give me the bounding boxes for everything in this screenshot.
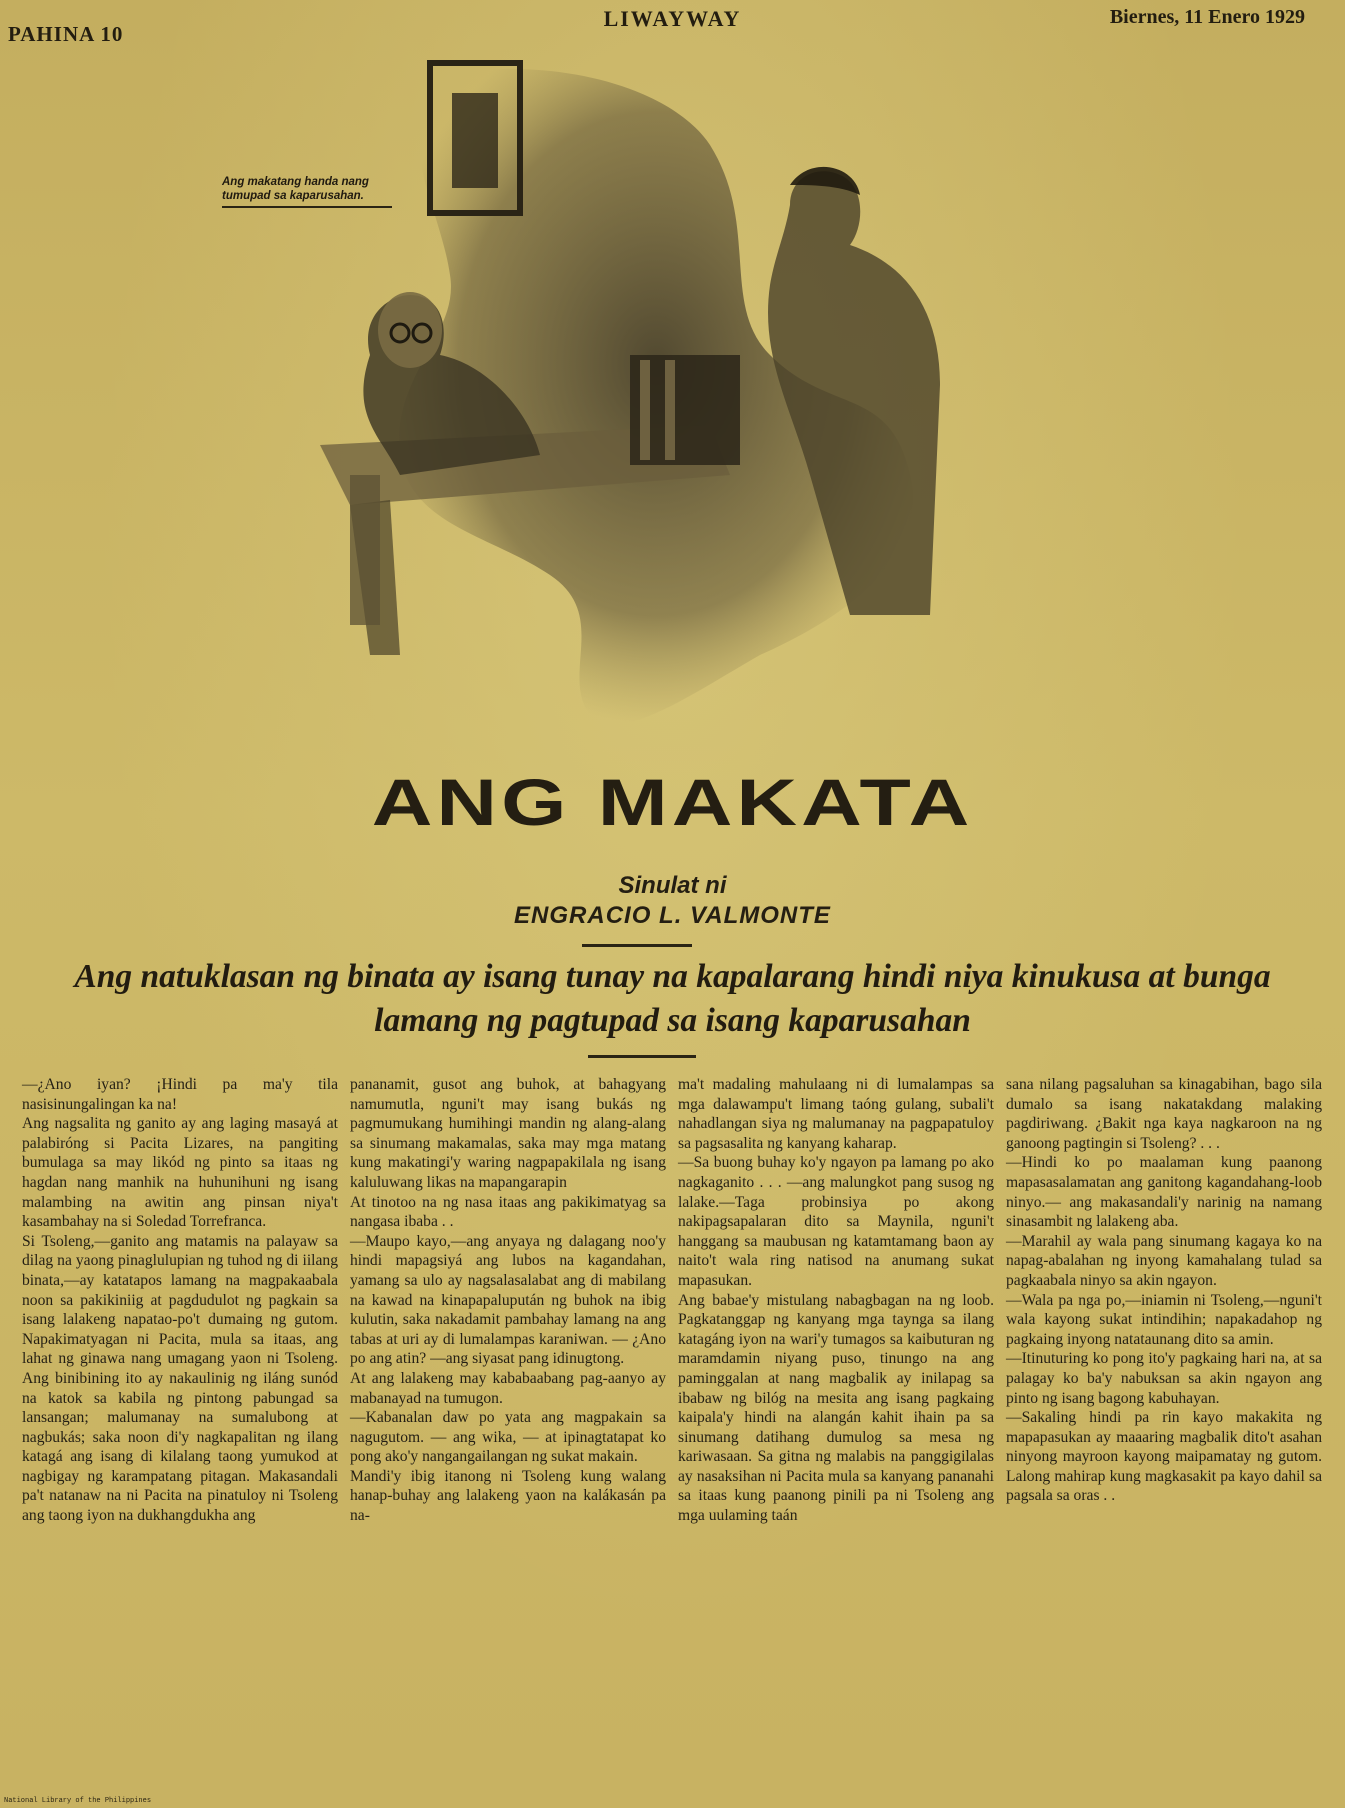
divider xyxy=(588,1055,696,1058)
paragraph: At tinotoo na ng nasa itaas ang pakikimatyag sa nangasa ibaba . . xyxy=(350,1193,666,1231)
paragraph: —Sa buong buhay ko'y ngayon pa lamang po ako nagkaganito . . . —ang malungkot pang susog ng lalake.—Taga probinsiya po akong nakipagsapalaran dito sa Maynila, nguni't hanggang sa maubusan ng katamtamang baon ay naito't wala ring natisod na anumang sukat mapasukan. xyxy=(678,1154,994,1289)
paragraph: Si Tsoleng,—ganito ang matamis na palayaw sa dilag na yaong pinaglulupian ng tuhod ng di iilang binata,—ay katatapos lamang na magpakaabala noon sa pakikiniig at pagdudulot ng pagkain sa isang lalakeng napatao-po't dumaing ng gutom. Napakimatyagan ni Pacita, mula sa itaas, ang lahat ng ginawa nang umagang yaon ni Tsoleng. Ang binibining ito ay nakaulinig ng iláng sunód na katok sa kabila ng pintong pabungad sa lansangan; malumanay na sumalubong at nagbukás; saka noon di'y nagkapalitan ng ilang katagá ang isang di kilalang taong yumukod at nagbigay ng karampatang pitagan. Makasandali pa't natanaw na ni Pacita na pinatuloy ni Tsoleng ang taong iyon na dukhangdukha ang xyxy=(22,1232,338,1525)
publication-name: LIWAYWAY xyxy=(603,6,742,31)
paragraph: —Maupo kayo,—ang anyaya ng dalagang noo'y hindi mapagsiyá ang lubos na kagandahan, yamang sa ulo ay nagsalasalabat ang di mabilang na kawad na kinapapalupután ng buhok na ibig kulutin, saka nakadamit pambahay lamang na ang tabas at uri ay di lumalampas karaniwan. — ¿Ano po ang atin? —ang siyasat pang idinugtong. xyxy=(350,1232,666,1368)
text-column-2 xyxy=(350,1075,666,1755)
article-deck: Ang natuklasan ng binata ay isang tunay na kapalarang hindi niya kinukusa at bunga lamang ng pagtupad sa isang kaparusahan xyxy=(74,958,1271,1039)
paragraph: sana nilang pagsaluhan sa kinagabihan, bago sila dumalo sa isang nakatakdang malaking pagdiriwang. ¿Bakit nga kaya nagkaroon na ng ganoong pagtingin si Tsoleng? . . . xyxy=(1006,1076,1322,1152)
bottle xyxy=(350,475,380,625)
paragraph: —Sakaling hindi pa rin kayo makakita ng mapapasukan ay maaaring magbalik dito't asahan ninyong mayroon kayong maipamatay ng gutom. Lalong mahirap kung magkasakit pa kayo dahil sa pagsala sa oras . . xyxy=(1006,1409,1322,1505)
illustration-drawing xyxy=(290,55,1050,755)
paragraph: pananamit, gusot ang buhok, at bahagyang namumutla, nguni't may isang bukás ng pagmumukang humihingi mandin ng alang-alang sa sinumang makamalas, saka may mga matang kung makatingi'y waring nagpapakilala ng isang kaluluwang likas na mapangarapin xyxy=(350,1076,666,1191)
page-number: PAHINA 10 xyxy=(8,22,124,46)
text-column-3 xyxy=(678,1075,994,1755)
text-column-4 xyxy=(1006,1075,1322,1755)
article-body xyxy=(22,1075,1322,1755)
paragraph: —¿Ano iyan? ¡Hindi pa ma'y tila nasisinungalingan ka na! xyxy=(22,1076,338,1113)
paragraph: Ang nagsalita ng ganito ay ang laging masayá at palabiróng si Pacita Lizares, na pangiting bumulaga sa may likód ng pinto sa itaas ng hagdan nang manhik na huhunihuni ng isang malambing na awitin ang pinsan niya't kasambahay na si Soledad Torrefranca. xyxy=(22,1115,338,1231)
article-title: ANG MAKATA xyxy=(371,765,974,840)
paragraph: —Hindi ko po maalaman kung paanong mapasasalamatan ang ganitong kagandahang-loob ninyo.— ang makasandali'y narinig na namang sinasambit ng lalakeng aba. xyxy=(1006,1154,1322,1231)
story-illustration xyxy=(290,55,1050,755)
text-column-1 xyxy=(22,1075,338,1755)
paragraph: —Marahil ay wala pang sinumang kagaya ko na napag-abalahan ng inyong kamahalang tulad sa pagkaabala ninyo sa akin ngayon. xyxy=(1006,1232,1322,1289)
archive-credit: National Library of the Philippines xyxy=(4,1797,152,1805)
author-name: ENGRACIO L. VALMONTE xyxy=(514,902,831,929)
paragraph: —Wala pa nga po,—iniamin ni Tsoleng,—nguni't wala kayong sukat intindihin; napakadahop ng pagkaing inyong natataunang dito sa amin. xyxy=(1006,1291,1322,1348)
paragraph: Ang babae'y mistulang nabagbagan na ng loob. Pagkatanggap ng kanyang mga taynga sa ilang katagáng iyon na wari'y tumagos sa kaibuturan ng maramdamin niyang puso, tinungo na ang paminggalan at nang magbalik ay inilapag sa ibabaw ng bilóg na mesita ang isang pagkaing kaipala'y hindi na alangán kahit ihain pa sa sinumang datihang dumulog sa mesa ng kariwasaan. Sa gitna ng malabis na panggigilalas ay nasaksihan ni Pacita mula sa kanyang pananahi sa itaas kung paanong pinili pa ni Tsoleng ang mga uulaming taán xyxy=(678,1291,994,1525)
paragraph: ma't madaling mahulaang ni di lumalampas sa mga dalawampu't limang taóng gulang, subali't nahadlangan siya ng malumanay na pagpapatuloy sa pagsasalita ng kanyang kaharap. xyxy=(678,1076,994,1152)
byline-label: Sinulat ni xyxy=(618,872,727,899)
paragraph: At ang lalakeng may kababaabang pag-aanyo ay mabanayad na tumugon. xyxy=(350,1369,666,1407)
paragraph: —Kabanalan daw po yata ang magpakain sa nagugutom. — ang wika, — at ipinagtatapat ko pong ako'y nangangailangan ng sukat makain. xyxy=(350,1409,666,1466)
paragraph: —Itinuturing ko pong ito'y pagkaing hari na, at sa palagay ko ba'y nabuksan sa akin ngayon ang pinto ng isang bagong kabuhayan. xyxy=(1006,1350,1322,1407)
paragraph: Mandi'y ibig itanong ni Tsoleng kung walang hanap-buhay ang lalakeng yaon na kalákasán pa na- xyxy=(350,1467,666,1525)
illustration-caption: Ang makatang handa nang tumupad sa kaparusahan. xyxy=(222,175,392,208)
divider xyxy=(582,944,692,947)
issue-date: Biernes, 11 Enero 1929 xyxy=(1109,6,1305,28)
